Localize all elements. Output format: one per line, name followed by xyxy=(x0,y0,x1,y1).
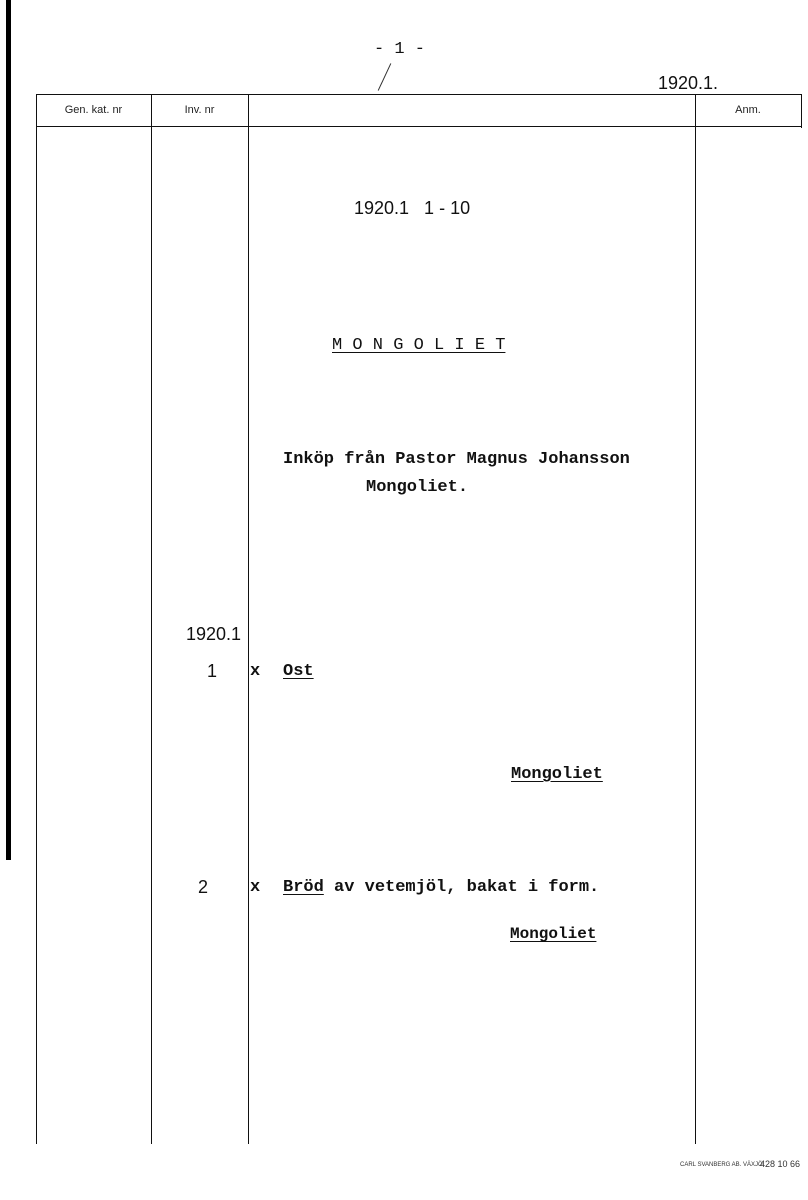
catalog-reference: 1920.1. xyxy=(658,73,719,93)
entry-name: Ost xyxy=(283,662,314,681)
entry-number: 2 xyxy=(198,877,209,897)
pen-stroke xyxy=(378,63,392,91)
purchase-note-line2: Mongoliet. xyxy=(366,478,469,497)
column-divider-gen-kat xyxy=(36,94,37,1144)
entry-name-rest: av vetemjöl, bakat i form. xyxy=(323,878,600,897)
printer-imprint: CARL SVANBERG AB. VÄXJÖ xyxy=(680,1162,763,1168)
page-number: - 1 - xyxy=(374,40,426,59)
column-divider-anm xyxy=(695,94,696,1144)
entry-name: Bröd xyxy=(283,878,324,897)
column-divider-inv xyxy=(151,94,152,1144)
catalog-range: 1920.1 1 - 10 xyxy=(354,198,471,218)
series-number: 1920.1 xyxy=(186,624,242,644)
entry-origin: Mongoliet xyxy=(510,925,597,943)
page-binding-edge xyxy=(6,0,11,860)
entry-mark: x xyxy=(250,878,261,897)
entry-number: 1 xyxy=(207,661,218,681)
region-title: M O N G O L I E T xyxy=(332,336,506,355)
entry-origin: Mongoliet xyxy=(511,765,603,784)
column-header-inv-nr: Inv. nr xyxy=(184,104,215,116)
column-divider-right xyxy=(801,94,802,128)
form-number: 428 10 66 xyxy=(760,1159,801,1169)
column-header-gen-kat-nr: Gen. kat. nr xyxy=(64,104,123,116)
purchase-note-line1: Inköp från Pastor Magnus Johansson xyxy=(283,450,630,469)
entry-mark: x xyxy=(250,662,261,681)
column-divider-main xyxy=(248,94,249,1144)
column-header-anm: Anm. xyxy=(735,104,761,116)
entry-description xyxy=(283,878,599,897)
